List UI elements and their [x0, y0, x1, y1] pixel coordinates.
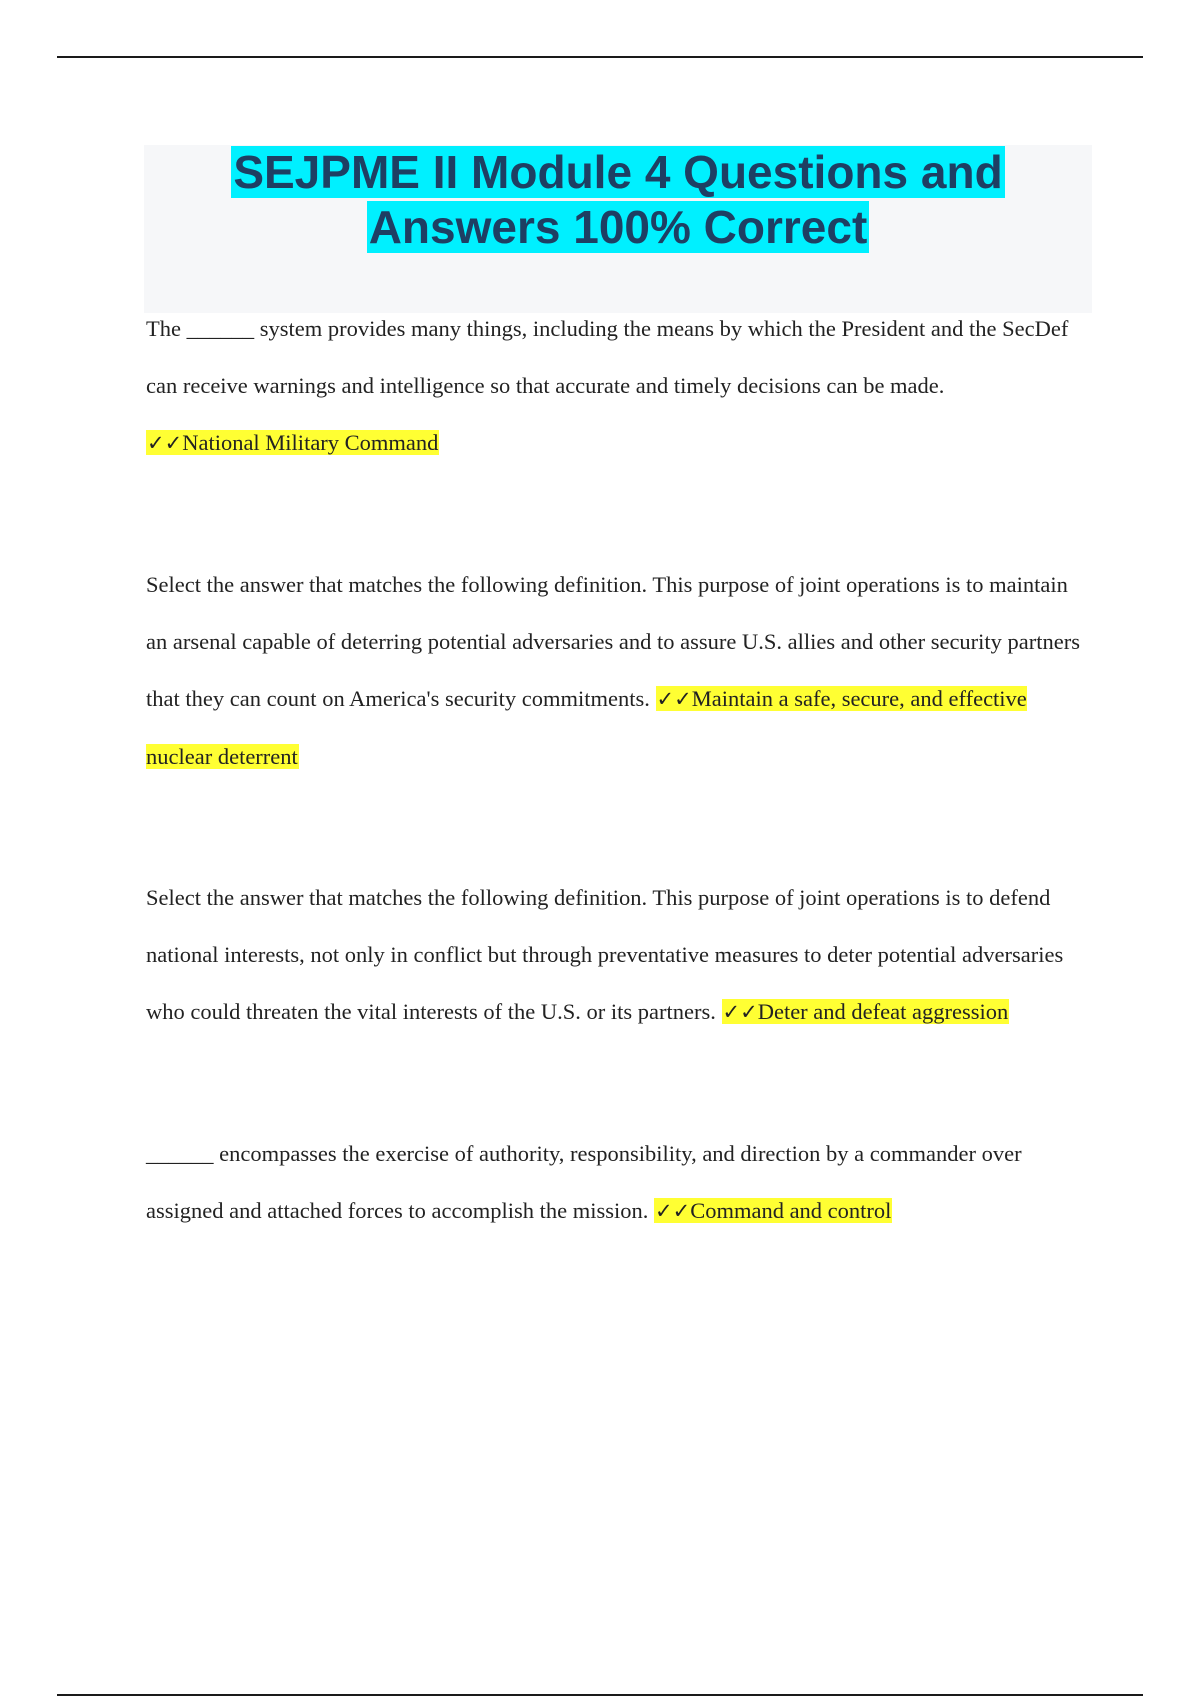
answer-highlight: [722, 999, 1010, 1024]
top-rule: [57, 56, 1143, 58]
qa-item-1: [146, 300, 1092, 472]
answer-text: National Military Command: [182, 430, 439, 455]
checkmark-icon: ✓✓: [147, 431, 183, 455]
title-line-1: SEJPME II Module 4 Questions and: [233, 146, 1003, 198]
checkmark-icon: ✓✓: [655, 1199, 691, 1223]
qa-list: [146, 300, 1092, 1240]
qa-item-3: [146, 869, 1092, 1041]
title-box: [144, 145, 1092, 313]
question-text: Select the answer that matches the following definition. This purpose of joint operations is to defend national interests, not only in conflict but through preventative measures to deter potential adversaries who could threaten the vital interests of the U.S. or its partners.: [146, 885, 1064, 1024]
checkmark-icon: ✓✓: [722, 1000, 758, 1024]
question-text: The ______ system provides many things, including the means by which the President and the SecDef can receive warnings and intelligence so that accurate and timely decisions can be made.: [146, 316, 1069, 398]
question-text: ______ encompasses the exercise of authority, responsibility, and direction by a commander over assigned and attached forces to accomplish the mission.: [146, 1141, 1022, 1223]
answer-text: Deter and defeat aggression: [757, 999, 1009, 1024]
title-line-2: Answers 100% Correct: [368, 201, 868, 253]
answer-highlight: [146, 430, 439, 455]
answer-text: Command and control: [690, 1198, 892, 1223]
answer-highlight: [654, 1198, 892, 1223]
question-text: Select the answer that matches the following definition. This purpose of joint operations is to maintain an arsenal capable of deterring potential adversaries and to assure U.S. allies and other security partners that they can count on America's security commitments.: [146, 572, 1081, 711]
answer-text: Maintain a safe, secure, and effective nuclear deterrent: [146, 686, 1027, 769]
document-title: [144, 145, 1092, 255]
qa-item-4: [146, 1125, 1092, 1240]
qa-item-2: [146, 556, 1092, 785]
checkmark-icon: ✓✓: [656, 687, 692, 711]
bottom-rule: [57, 1694, 1143, 1696]
